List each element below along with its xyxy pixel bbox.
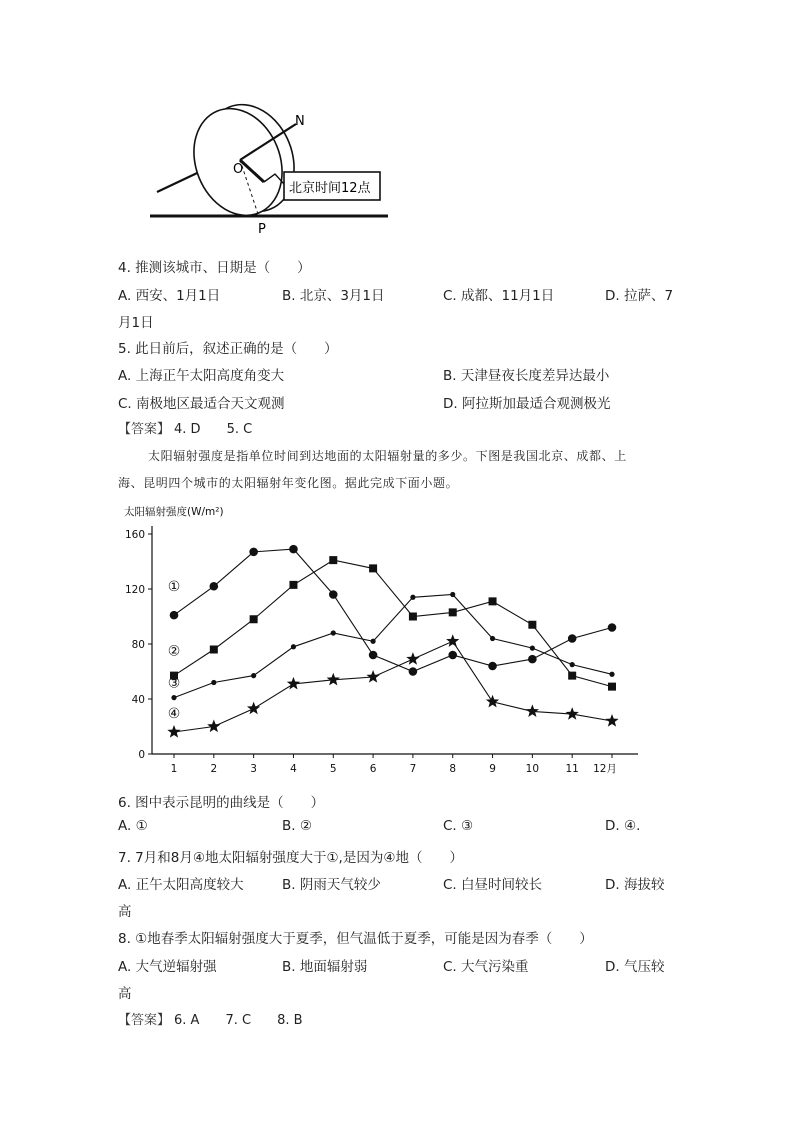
x-tick-label: 7 [409,763,417,775]
x-tick-label: 1 [170,763,178,775]
q6-option-a: A. ① [118,818,148,834]
data-point [329,556,337,564]
data-point [568,634,577,643]
q8-option-d-cont: 高 [118,986,132,1002]
data-point [450,592,455,597]
q5-stem: 5. 此日前后，叙述正确的是（ ） [118,341,338,357]
data-point [449,608,457,616]
y-tick-label: 0 [138,749,145,761]
x-tick-label: 6 [369,763,377,775]
x-tick-label: 5 [329,763,337,775]
q5-option-a: A. 上海正午太阳高度角变大 [118,368,285,384]
data-point [410,595,415,600]
data-point [250,615,258,623]
x-tick-label: 9 [489,763,496,775]
data-point [609,672,614,677]
data-point [488,662,497,671]
y-tick-label: 120 [124,584,145,596]
q4-option-b: B. 北京、3月1日 [282,288,385,304]
x-tick-label: 12月 [593,763,617,775]
q4-stem: 4. 推测该城市、日期是（ ） [118,260,311,276]
answer-4: 4. D [174,422,201,437]
data-point [369,651,378,660]
q8-option-c: C. 大气污染重 [443,959,529,975]
q4-option-d: D. 拉萨、7 [605,288,674,304]
data-point [170,611,179,620]
q7-option-a: A. 正午太阳高度较大 [118,877,244,893]
q6-stem: 6. 图中表示昆明的曲线是（ ） [118,795,325,811]
data-point [409,667,418,676]
data-point [446,634,459,647]
label-n: N [295,114,305,129]
q8-stem: 8. ①地春季太阳辐射强度大于夏季，但气温低于夏季，可能是因为春季（ ） [118,931,593,947]
q4-option-c: C. 成都、11月1日 [443,288,555,304]
answer-tag: 【答案】 [118,1013,171,1028]
series-label-1: ① [167,579,181,596]
radiation-chart [110,500,670,785]
q5-option-d: D. 阿拉斯加最适合观测极光 [443,396,611,412]
data-point [605,714,618,727]
answer-block-2 [118,1009,303,1028]
label-p: P [258,222,266,237]
series-label-4: ④ [167,706,181,722]
data-point [167,725,180,738]
y-axis-label: 太阳辐射强度(W/m²) [124,506,224,518]
data-point [608,623,617,632]
y-tick-label: 40 [131,694,145,706]
label-o: O [233,162,244,177]
q7-option-b: B. 阴雨天气较少 [282,877,381,893]
data-point [211,680,216,685]
data-point [486,695,499,708]
q7-stem: 7. 7月和8月④地太阳辐射强度大于①,是因为④地（ ） [118,850,463,866]
q8-option-a: A. 大气逆辐射强 [118,959,217,975]
data-point [528,655,537,664]
time-box-label: 北京时间12点 [289,181,371,196]
data-point [370,639,375,644]
q7-option-d-cont: 高 [118,904,132,920]
x-tick-label: 2 [210,763,218,775]
answer-block-1 [118,418,252,437]
data-point [566,707,579,720]
data-point [289,581,297,589]
data-point [448,651,457,660]
x-tick-label: 3 [250,763,257,775]
q7-option-d: D. 海拔较 [605,877,665,893]
y-tick-label: 160 [124,529,145,541]
data-point [369,564,377,572]
data-point [171,695,176,700]
series-line-1 [174,549,612,671]
answer-6: 6. A [174,1013,200,1028]
data-point [570,662,575,667]
x-tick-label: 8 [449,763,457,775]
data-point [608,683,616,691]
data-point [528,621,536,629]
intro-line-2: 海、昆明四个城市的太阳辐射年变化图。据此完成下面小题。 [118,476,459,490]
q8-option-b: B. 地面辐射弱 [282,959,368,975]
q4-option-a: A. 西安、1月1日 [118,288,221,304]
answer-8: 8. B [277,1013,303,1028]
time-box [284,172,380,200]
y-tick-label: 80 [131,639,145,651]
data-point [329,590,338,599]
data-point [291,644,296,649]
data-point [251,673,256,678]
q4-option-d-cont: 月1日 [118,315,154,331]
q6-option-d: D. ④. [605,818,641,834]
data-point [210,646,218,654]
q5-option-c: C. 南极地区最适合天文观测 [118,396,285,412]
answer-5: 5. C [226,422,253,437]
series-label-3: ③ [167,675,181,692]
data-point [249,548,258,557]
data-point [331,630,336,635]
q6-option-c: C. ③ [443,818,474,834]
intro-line-1: 太阳辐射强度是指单位时间到达地面的太阳辐射量的多少。下图是我国北京、成都、上 [148,449,627,463]
data-point [327,673,340,686]
data-point [366,670,379,683]
sundial-diagram [150,100,400,240]
data-point [289,545,298,554]
x-tick-label: 11 [565,763,579,775]
series-label-2: ② [167,643,181,660]
data-point [247,702,260,715]
data-point [210,582,219,591]
q5-option-b: B. 天津昼夜长度差异达最小 [443,368,610,384]
q7-option-c: C. 白昼时间较长 [443,877,543,893]
x-tick-label: 10 [525,763,540,775]
data-point [287,677,300,690]
data-point [489,597,497,605]
data-point [207,720,220,733]
series-line-3 [174,595,612,698]
answer-7: 7. C [225,1013,252,1028]
data-point [530,646,535,651]
q8-option-d: D. 气压较 [605,959,665,975]
series-line-4 [174,641,612,732]
data-point [490,636,495,641]
data-point [568,672,576,680]
data-point [406,652,419,665]
answer-tag: 【答案】 [118,422,171,437]
data-point [409,613,417,621]
q6-option-b: B. ② [282,818,312,834]
x-tick-label: 4 [290,763,297,775]
data-point [526,704,539,717]
